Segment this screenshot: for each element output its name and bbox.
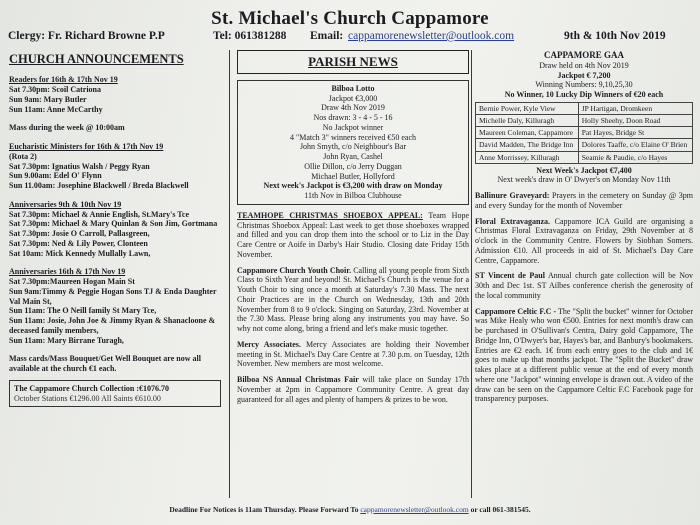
reader-line: Sun 11am: Anne McCarthy — [9, 104, 103, 114]
mass-cards-notice: Mass cards/Mass Bouquet/Get Well Bouquet are now all available at the church €1 each. — [9, 354, 201, 373]
christmas-fair-item — [237, 375, 469, 404]
shoebox-heading: TEAMHOPE CHRISTMAS SHOEBOX APPEAL: — [237, 210, 423, 220]
mercy-associates-item — [237, 340, 469, 369]
announcements-heading: CHURCH ANNOUNCEMENTS — [9, 52, 184, 66]
shoebox-body: Team Hope Christmas Shoebox Appeal: Last week to get those shoeboxes wrapped and filled and you can drop them into the school or to Liz in the Day Care Centre or Aoife in Darby's Hair Studio. Closing date Friday 15th November. — [237, 210, 469, 259]
gaa-line: Draw held on 4th Nov 2019 — [539, 60, 629, 70]
weekday-mass-notice: Mass during the week @ 10:00am — [9, 123, 125, 133]
lotto-line: Ollie Dillon, c/o Jerry Duggan — [304, 161, 402, 171]
email-link[interactable]: cappamorenewsletter@outlook.com — [348, 30, 515, 42]
anniversary-line: Sun 11am: The O Neill family St Mary Tce, — [9, 306, 157, 316]
mercy-associates-heading: Mercy Associates. — [237, 339, 301, 349]
anniversaries-heading: Anniversaries 9th & 10th Nov 19 — [9, 199, 122, 209]
gaa-jackpot: Jackpot € 7,200 — [557, 70, 611, 80]
lotto-box — [237, 80, 469, 205]
minister-line: Sat 7.30pm: Ignatius Walsh / Peggy Ryan — [9, 161, 150, 171]
rota-label: (Rota 2) — [9, 151, 37, 161]
table-row — [476, 102, 693, 114]
shoebox-item — [237, 211, 469, 260]
next-draw: Next week's draw in O' Dwyer's on Monday Nov 11th — [497, 175, 671, 185]
lotto-line: Next week's Jackpot is €3,200 with draw on Monday — [263, 181, 443, 191]
winner-cell: Anne Morrissey, Killuragh — [476, 151, 579, 163]
gaa-heading: CAPPAMORE GAA — [543, 50, 625, 60]
anniversary-line: Sat 7.30pm: Ned & Lily Power, Clonteen — [9, 238, 148, 248]
table-row — [476, 139, 693, 151]
reader-line: Sat 7.30pm: Scoil Catriona — [9, 85, 101, 94]
next-jackpot: Next Week's Jackpot €7,400 — [536, 165, 632, 175]
lotto-line: John Smyth, c/o Neighbour's Bar — [299, 142, 407, 152]
winner-cell: Michelle Daly, Killuragh — [476, 115, 579, 127]
svp-heading: ST Vincent de Paul — [475, 271, 545, 281]
tel-text: Tel: 061381288 — [213, 30, 287, 42]
lotto-line: Draw 4th Nov 2019 — [321, 103, 385, 113]
winner-cell: David Madden, The Bridge Inn — [476, 139, 579, 151]
svp-item — [475, 271, 693, 300]
winners-table — [475, 102, 693, 164]
graveyard-body: Prayers in the cemetery on Sunday @ 3pm and every Sunday for the month of November — [475, 191, 693, 210]
winner-cell: Pat Hayes, Bridge St — [578, 127, 692, 139]
table-row — [476, 115, 693, 127]
svp-body: Annual church gate collection will be Nov 30th and Dec 1st. ST Ailbes conference cherish the generosity of the local community — [475, 271, 694, 300]
column-divider-2 — [471, 50, 472, 498]
eucharistic-heading: Eucharistic Ministers for 16th & 17th Nov 19 — [9, 142, 164, 151]
youth-choir-heading: Cappamore Church Youth Choir. — [237, 265, 352, 275]
winner-cell: Maureen Coleman, Cappamore — [476, 127, 579, 139]
christmas-fair-body: will take place on Sunday 17th November at 2pm in Cappamore Community Centre. A great day guaranteed for all ages and plenty of hampers & prizes to be won. — [237, 375, 469, 404]
email-label: Email: — [310, 30, 344, 42]
minister-line: Sun 9.00am: Edel O' Flynn — [9, 171, 102, 181]
anniversary-line: Sun 9am:Timmy & Peggie Hogan Sons TJ & Enda Daughter Val Main St, — [9, 286, 217, 306]
celtic-item — [475, 307, 693, 405]
lotto-line: Nos drawn: 3 - 4 - 5 - 16 — [313, 113, 393, 123]
lotto-line: Bilboa Lotto — [331, 83, 375, 93]
church-announcements-column — [9, 50, 221, 407]
footer-email-link[interactable]: cappamorenewsletter@outlook.com — [360, 505, 469, 514]
footer-phone: or call 061-381545. — [470, 505, 531, 514]
lotto-line: Michael Butler, Hollyford — [311, 171, 395, 181]
anniversary-line: Sat 7.30pm:Maureen Hogan Main St — [9, 277, 135, 286]
column-divider-1 — [229, 50, 230, 498]
graveyard-heading: Ballinure Graveyard: — [475, 191, 550, 201]
youth-choir-item — [237, 266, 469, 334]
floral-heading: Floral Extravaganza. — [475, 216, 551, 226]
footer-text: Deadline For Notices is 11am Thursday. Please Forward To — [169, 505, 359, 514]
winners-heading: No Winner, 10 Lucky Dip Winners of €20 each — [504, 90, 664, 100]
clergy-text: Clergy: Fr. Richard Browne P.P — [8, 30, 165, 42]
anniversary-line: Sun 11am: Josie, John Joe & Jimmy Ryan & Shanacloone & deceased family members, — [9, 316, 216, 335]
lotto-line: 4 "Match 3" winners received €50 each — [289, 132, 417, 142]
anniversary-line: Sat 7.30pm: Michael & Mary Quinlan & Son Jim, Gortmana — [9, 219, 218, 229]
youth-choir-body: Calling all young people from Sixth Class to Sixth Year and beyond! St. Michael's Church is the venue for a Youth Choir to sing once a month at Saturday's 7.30 Mass. The next Choir Practices are in the Church on Wednesday, 13th and 20th November from 8 to 9 o'clock. Singing on Saturday, 23rd. November at the 7.30 Mass. Please bring along any instruments you may have. So why not come along, bring a friend and let's make music together. — [237, 265, 469, 334]
floral-body: Cappamore ICA Guild are organising a Christmas Floral Extravaganza on Friday, 29th November at 8 o'clock in the Community Centre. Flowers by Siobhan Somers. Admission €10. All proceeds in aid of St. Michael's Day Care Centre, Cappamore. — [475, 216, 693, 265]
winner-cell: Seamie & Paudie, c/o Hayes — [578, 151, 692, 163]
gaa-column — [475, 50, 693, 410]
table-row — [476, 151, 693, 163]
readers-heading: Readers for 16th & 17th Nov 19 — [9, 75, 118, 85]
floral-item — [475, 217, 693, 266]
anniversary-line: Sat 10am: Mick Kennedy Mullally Lawn, — [9, 248, 151, 258]
issue-dates: 9th & 10th Nov 2019 — [564, 30, 666, 42]
anniversary-line: Sat 7.30pm: Josie O Carroll, Pallasgreen, — [9, 229, 150, 238]
gaa-numbers: Winning Numbers: 9,10,25,30 — [535, 80, 633, 90]
collection-detail: October Stations €1296.00 All Saints €610.00 — [14, 393, 161, 403]
lotto-line: Jackpot €3,000 — [328, 93, 378, 103]
winner-cell: Bernie Power, Kyle View — [476, 102, 579, 114]
celtic-heading: Cappamore Celtic F.C - — [475, 306, 557, 316]
parish-news-column — [237, 50, 469, 410]
lotto-line: No Jackpot winner — [322, 122, 384, 132]
graveyard-item — [475, 191, 693, 211]
reader-line: Sun 9am: Mary Butler — [9, 94, 87, 104]
lotto-line: John Ryan, Cashel — [323, 152, 383, 162]
anniversary-line: Sun 11am: Mary Birrane Turagh, — [9, 335, 124, 345]
minister-line: Sun 11.00am: Josephine Blackwell / Breda Blackwell — [9, 181, 189, 190]
collection-box — [9, 380, 221, 408]
anniversaries-heading: Anniversaries 16th & 17th Nov 19 — [9, 267, 126, 277]
celtic-body: The "Split the bucket" winner for October was Mike Healy who won €500. Entries for next month's draw can be purchased in O'Sullivan's Centra, Dairy gold Cappamore, The Bridge Inn, O'Dwyer's bar, Hayes's bar, and Banbury's bookmakers. Entries are €2 each. 1€ from each entry goes to the club and 1€ goes to make up that months jackpot. The "Split the Bucket" draw takes place at a different public venue at the end of every month where one "Jackpot" winning envelope is drawn out. A video of the draw can be seen on the Cappamore Celtic F.C Facebook page for transparency purposes. — [475, 306, 693, 404]
winner-cell: JP Hartigan, Dromkeen — [578, 102, 692, 114]
table-row — [476, 127, 693, 139]
anniversary-line: Sat 7.30pm: Michael & Annie English, St.Mary's Tce — [9, 209, 190, 219]
parish-news-heading: PARISH NEWS — [237, 50, 469, 74]
footer-notice — [0, 505, 700, 514]
christmas-fair-heading: Bilboa NS Annual Christmas Fair — [237, 375, 359, 385]
mercy-associates-body: Mercy Associates are holding their November meeting in St. Michael's Day Care Centre at 7.30 p.m. on Tuesday, 12th November. New members are most welcome. — [237, 339, 469, 369]
winner-cell: Dolores Taaffe, c/o Elaine O' Brien — [578, 139, 692, 151]
page-title: St. Michael's Church Cappamore — [211, 8, 489, 29]
winner-cell: Holly Sheehy, Doon Road — [578, 115, 692, 127]
collection-total: The Cappamore Church Collection :€1076.70 — [14, 383, 170, 393]
lotto-line: 11th Nov in Bilboa Clubhouse — [304, 191, 402, 201]
